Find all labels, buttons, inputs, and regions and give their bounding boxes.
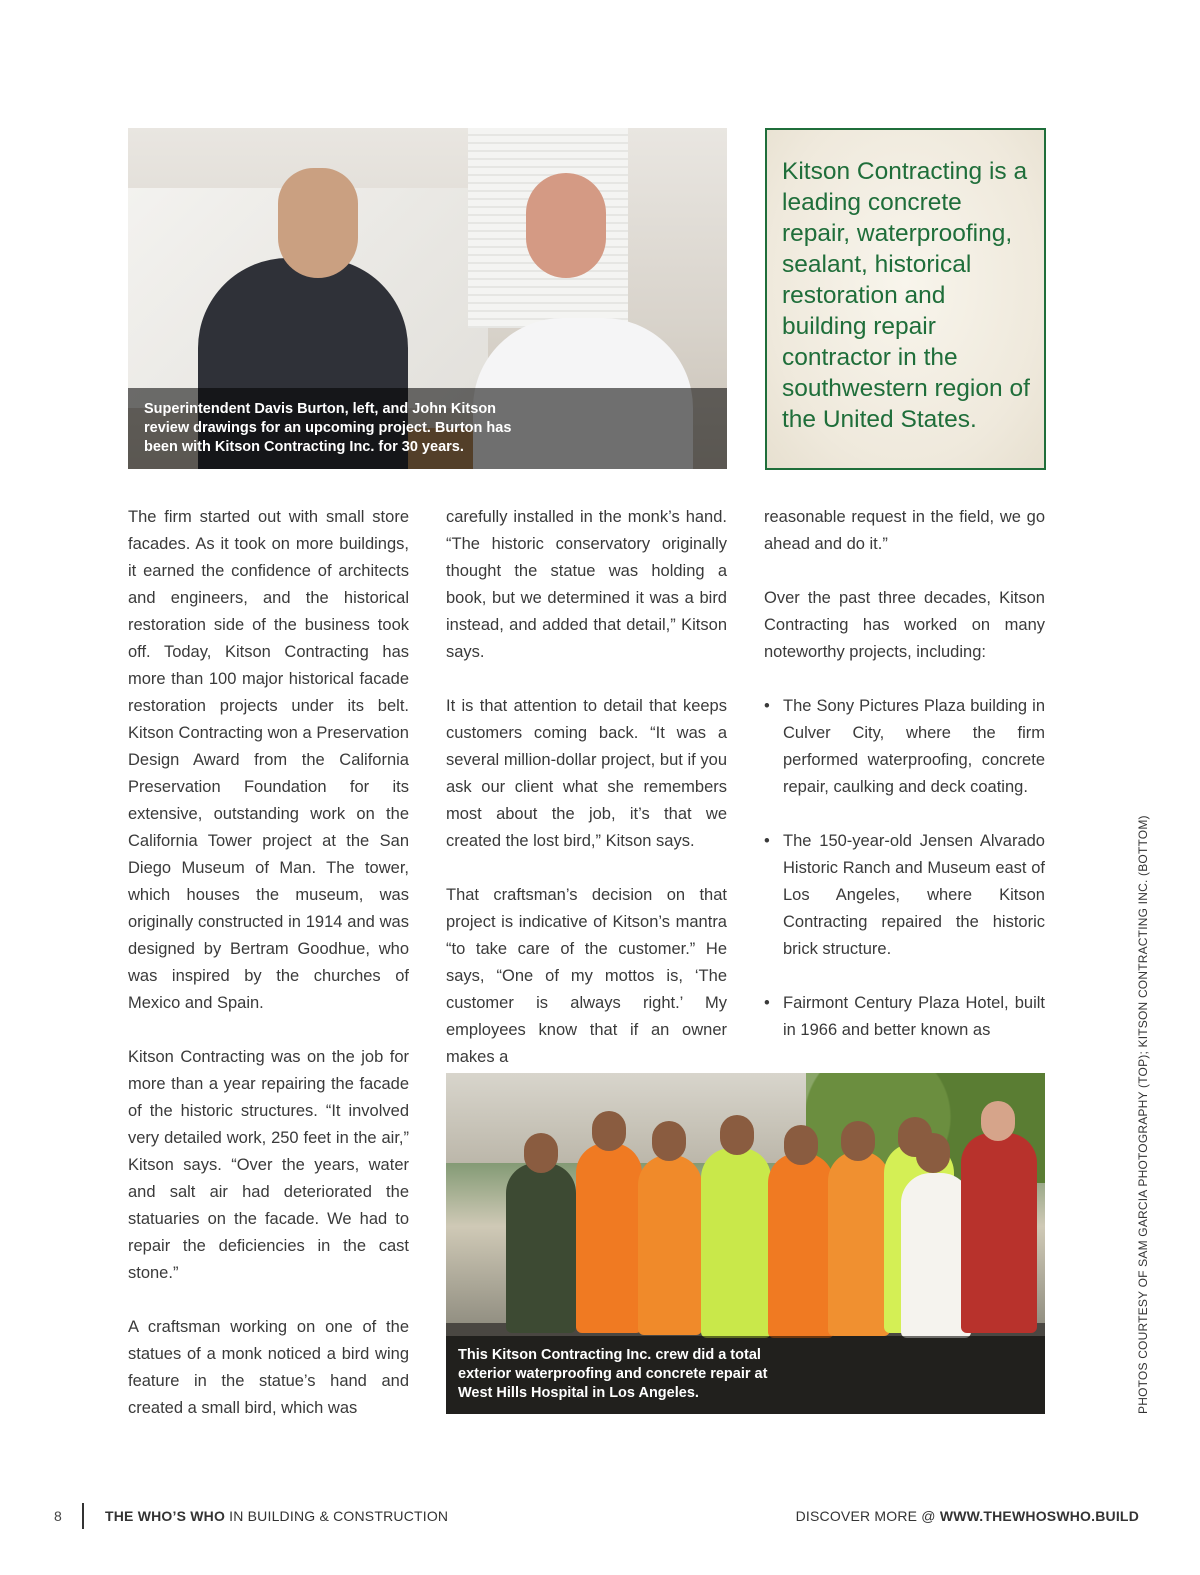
publication-title — [105, 1508, 448, 1524]
list-item — [764, 990, 1045, 1044]
bullet-icon: • — [764, 994, 770, 1012]
paragraph: The firm started out with small store facades. As it took on more buildings, it earned the confidence of architects and engineers, and the historical restoration side of the business took off. Today, Kitson Contracting has more than 100 major historical facade restoration projects under its belt. Kitson Contracting won a Preservation Design Award from the California Preservation Foundation for its extensive, outstanding work on the California Tower project at the San Diego Museum of Man. The tower, which houses the museum, was originally constructed in 1914 and was designed by Bertram Goodhue, who was inspired by the churches of Mexico and Spain. — [128, 508, 409, 1012]
bottom-photo-caption — [446, 1336, 1045, 1414]
worker-head — [720, 1115, 754, 1155]
body-column-3 — [764, 504, 1045, 1071]
list-item — [764, 693, 1045, 801]
bullet-icon: • — [764, 832, 770, 850]
page-number: 8 — [54, 1508, 62, 1524]
publication-title-rest: IN BUILDING & CONSTRUCTION — [225, 1508, 449, 1524]
paragraph: It is that attention to detail that keeps customers coming back. “It was a several million-dollar project, but if you ask our client what she remembers most about the job, it’s that we created the lost bird,” Kitson says. — [446, 697, 727, 850]
publication-title-bold: THE WHO’S WHO — [105, 1508, 226, 1524]
worker — [828, 1151, 890, 1336]
top-photo-caption — [128, 388, 727, 469]
discover-more — [796, 1508, 1139, 1524]
worker — [576, 1143, 642, 1333]
person-davis-burton-head — [278, 168, 358, 278]
bullet-icon: • — [764, 697, 770, 715]
website-link[interactable]: WWW.THEWHOSWHO.BUILD — [939, 1508, 1139, 1524]
bottom-photo — [446, 1073, 1045, 1414]
worker — [506, 1163, 576, 1333]
list-item-text: Fairmont Century Plaza Hotel, built in 1966 and better known as — [783, 994, 1045, 1039]
top-photo — [128, 128, 727, 469]
top-photo-caption-text: Superintendent Davis Burton, left, and John Kitson review drawings for an upcoming project. Burton has been with Kitson Contracting Inc. for 30 years. — [144, 401, 512, 455]
worker-head — [652, 1121, 686, 1161]
paragraph: That craftsman’s decision on that project is indicative of Kitson’s mantra “to take care of the customer.” He says, “One of my mottos is, ‘The customer is always right.’ My employees know that if an owner makes a — [446, 886, 727, 1066]
body-column-2 — [446, 504, 727, 1098]
worker — [768, 1153, 834, 1338]
photo-credit: PHOTOS COURTESY OF SAM GARCIA PHOTOGRAPHY (TOP); KITSON CONTRACTING INC. (BOTTOM) — [1136, 815, 1150, 1414]
worker-head — [784, 1125, 818, 1165]
paragraph: carefully installed in the monk’s hand. “The historic conservatory originally thought the statue was holding a book, but we determined it was a bird instead, and added that detail,” Kitson says. — [446, 508, 727, 661]
worker-head — [841, 1121, 875, 1161]
project-list — [764, 693, 1045, 1044]
worker-head — [981, 1101, 1015, 1141]
body-column-1 — [128, 504, 409, 1449]
paragraph: reasonable request in the field, we go ahead and do it.” — [764, 508, 1045, 553]
worker-head — [592, 1111, 626, 1151]
paragraph: A craftsman working on one of the statues of a monk noticed a bird wing feature in the statue’s hand and created a small bird, which was — [128, 1318, 409, 1417]
person-john-kitson-head — [526, 173, 606, 278]
worker-head — [916, 1133, 950, 1173]
worker-head — [524, 1133, 558, 1173]
worker — [638, 1155, 702, 1335]
paragraph: Over the past three decades, Kitson Contracting has worked on many noteworthy projects, including: — [764, 589, 1045, 661]
bottom-photo-caption-text: This Kitson Contracting Inc. crew did a total exterior waterproofing and concrete repair at West Hills Hospital in Los Angeles. — [458, 1347, 768, 1401]
discover-more-prefix: DISCOVER MORE @ — [795, 1508, 940, 1524]
pull-quote: Kitson Contracting is a leading concrete repair, waterproofing, sealant, historical restoration and building repair contractor in the southwestern region of the United States. — [765, 128, 1046, 470]
worker — [961, 1133, 1037, 1333]
footer-divider — [82, 1503, 84, 1529]
worker — [701, 1148, 771, 1338]
list-item-text: The Sony Pictures Plaza building in Culver City, where the firm performed waterproofing, concrete repair, caulking and deck coating. — [783, 697, 1045, 796]
list-item-text: The 150-year-old Jensen Alvarado Historic Ranch and Museum east of Los Angeles, where Kitson Contracting repaired the historic brick structure. — [783, 832, 1045, 958]
list-item — [764, 828, 1045, 963]
paragraph: Kitson Contracting was on the job for more than a year repairing the facade of the historic structures. “It involved very detailed work, 250 feet in the air,” Kitson says. “Over the years, water and salt air had deteriorated the statuaries on the facade. We had to repair the deficiencies in the cast stone.” — [128, 1048, 409, 1282]
